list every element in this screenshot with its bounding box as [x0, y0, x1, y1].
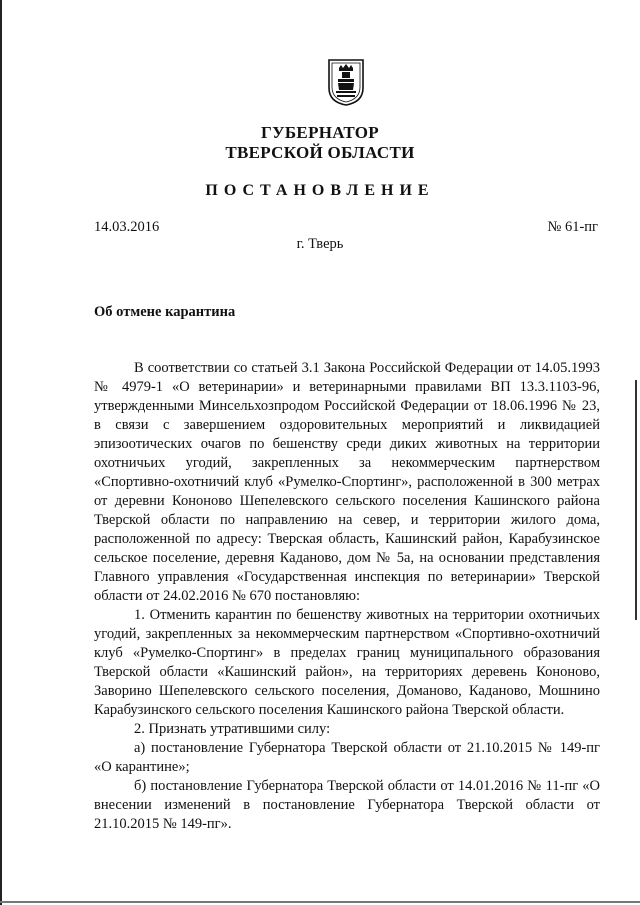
issuer-title-line1: ГУБЕРНАТОР	[261, 123, 379, 142]
item-1-paragraph: 1. Отменить карантин по бешенству животных на территории охотничьих угодий, закрепленных за некоммерческим партнерством «Спортивно-охотничий клуб «Румелко-Спортинг» в пределах границ муниципального образования Тверской области «Кашинский район», на территориях деревень Кононово, Заворино Шепелевского сельского поселения, Доманово, Каданово, Мошнино Карабузинского сельского поселения Кашинского района Тверской области.	[94, 607, 600, 718]
item-2-paragraph: 2. Признать утратившими силу:	[134, 721, 331, 737]
issuer-title-line2: ТВЕРСКОЙ ОБЛАСТИ	[225, 143, 415, 162]
document-body	[94, 359, 600, 834]
scan-right-edge	[635, 380, 637, 620]
document-number: № 61-пг	[547, 219, 598, 235]
intro-paragraph: В соответствии со статьей 3.1 Закона Российской Федерации от 14.05.1993 № 4979-1 «О ветеринарии» и ветеринарными правилами ВП 13.3.1103-96, утвержденными Минсельхозпродом Российской Федерации от 18.06.1996 № 23, в связи с завершением оздоровительных мероприятий и ликвидацией эпизоотических очагов по бешенству среди диких животных на территории охотничьих угодий, закрепленных за некоммерческим партнерством «Спортивно-охотничий клуб «Румелко-Спортинг», расположенной в 300 метрах от деревни Кононово Шепелевского сельского поселения Кашинского района Тверской области по направлению на север, и территории жилого дома, расположенной по адресу: Тверская область, Кашинский район, Карабузинское сельское поселение, деревня Каданово, дом № 5а, на основании представления Главного управления «Государственная инспекция по ветеринарии» Тверской области от 24.02.2016 № 670 постановляю:	[94, 360, 600, 604]
document-city: г. Тверь	[296, 236, 344, 252]
tver-coat-of-arms-icon	[327, 58, 365, 106]
document-date: 14.03.2016	[94, 219, 160, 235]
scan-bottom-edge	[0, 901, 640, 903]
document-type: ПОСТАНОВЛЕНИЕ	[205, 182, 435, 199]
item-2b-paragraph: б) постановление Губернатора Тверской области от 14.01.2016 № 11-пг «О внесении изменений в постановление Губернатора Тверской области от 21.10.2015 № 149-пг».	[94, 778, 600, 832]
document-subject: Об отмене карантина	[94, 304, 236, 320]
item-2a-paragraph: а) постановление Губернатора Тверской области от 21.10.2015 № 149-пг «О карантине»;	[94, 740, 600, 775]
